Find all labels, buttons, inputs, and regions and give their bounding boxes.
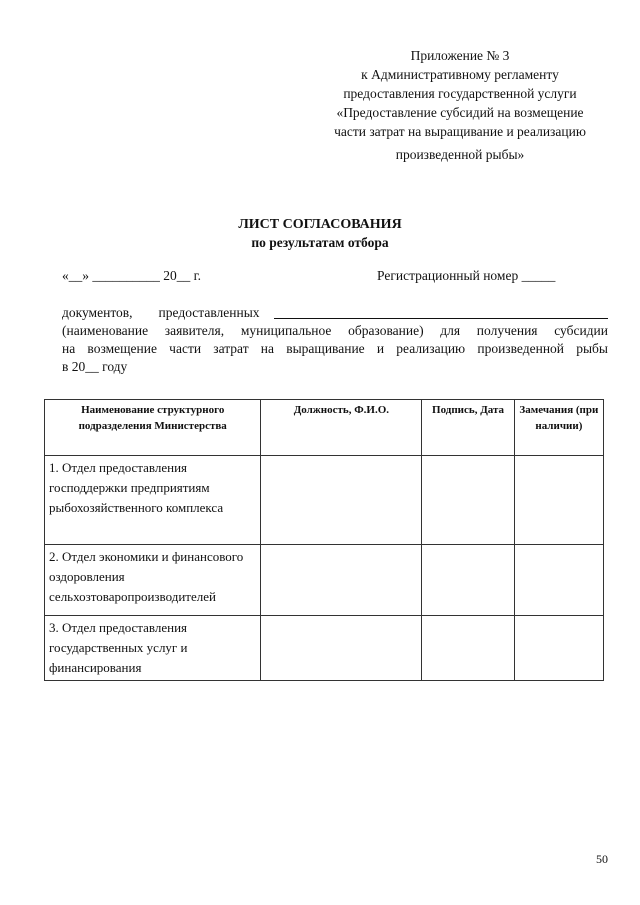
blank-fill-line	[274, 305, 608, 319]
paragraph-word: предоставленных	[158, 305, 260, 320]
table-row	[45, 456, 604, 545]
header-remarks: Замечания (при наличии)	[514, 400, 603, 456]
position-cell	[261, 616, 422, 681]
paragraph-line-3: на возмещение части затрат на выращивание и реализацию произведенной рыбы	[62, 341, 608, 356]
title-sub: по результатам отбора	[251, 235, 389, 250]
appendix-line: произведенной рыбы»	[395, 147, 525, 162]
paragraph-word: документов,	[62, 305, 133, 320]
page-number: 50	[596, 852, 608, 866]
remarks-cell	[514, 545, 603, 616]
approval-table	[44, 399, 604, 681]
header-department: Наименование структурного подразделения Министерства	[45, 400, 261, 456]
registration-number: Регистрационный номер _____	[377, 268, 556, 283]
department-cell: 1. Отдел предоставления господдержки предприятиям рыбохозяйственного комплекса	[45, 456, 261, 545]
paragraph-line-2: (наименование заявителя, муниципальное образование) для получения субсидии	[62, 323, 608, 338]
department-cell: 3. Отдел предоставления государственных услуг и финансирования	[45, 616, 261, 681]
position-cell	[261, 545, 422, 616]
department-cell: 2. Отдел экономики и финансового оздоровления сельхозтоваропроизводителей	[45, 545, 261, 616]
position-cell	[261, 456, 422, 545]
remarks-cell	[514, 616, 603, 681]
date-line: «__» __________ 20__ г.	[62, 268, 202, 283]
header-signature-date: Подпись, Дата	[422, 400, 514, 456]
appendix-line: Приложение № 3	[410, 48, 510, 63]
appendix-line: к Административному регламенту	[361, 67, 559, 82]
table-row	[45, 616, 604, 681]
paragraph-line-1	[62, 304, 608, 322]
appendix-header	[300, 46, 620, 164]
header-position-name: Должность, Ф.И.О.	[261, 400, 422, 456]
table-row	[45, 545, 604, 616]
paragraph-line-4: в 20__ году	[62, 359, 128, 374]
documents-paragraph	[62, 304, 608, 376]
signature-cell	[422, 456, 514, 545]
appendix-line: «Предоставление субсидий на возмещение	[336, 105, 584, 120]
appendix-line: части затрат на выращивание и реализацию	[334, 124, 586, 139]
table-header-row	[45, 400, 604, 456]
signature-cell	[422, 616, 514, 681]
appendix-line: предоставления государственной услуги	[343, 86, 577, 101]
title-main: ЛИСТ СОГЛАСОВАНИЯ	[238, 217, 402, 232]
document-title	[0, 216, 640, 252]
remarks-cell	[514, 456, 603, 545]
signature-cell	[422, 545, 514, 616]
